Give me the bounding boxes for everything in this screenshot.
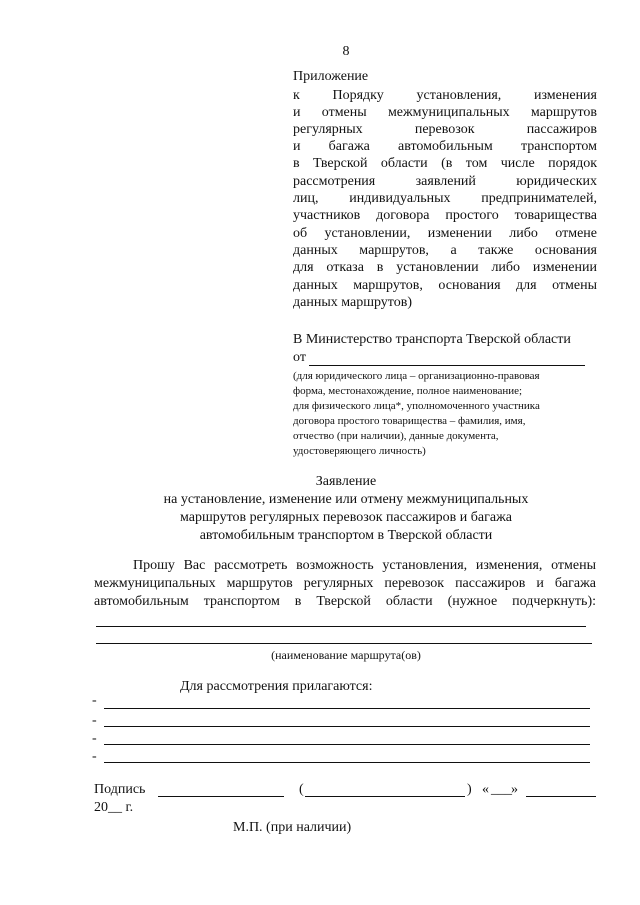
appendix-line: данных маршрутов, а также основания — [293, 243, 597, 258]
appendix-line: и багажа автомобильным транспортом — [293, 139, 597, 154]
date-quote-open: « — [482, 782, 489, 797]
appendix-title: Приложение — [293, 69, 369, 84]
attachment-bullet: - — [92, 693, 97, 708]
statement-subtitle: автомобильным транспортом в Тверской области — [199, 528, 493, 543]
appendix-line: лиц, индивидуальных предпринимателей, — [293, 191, 597, 206]
applicant-hint: отчество (при наличии), данные документа, — [293, 430, 499, 442]
applicant-hint: форма, местонахождение, полное наименование; — [293, 385, 523, 397]
route-name-caption: (наименование маршрута(ов) — [271, 648, 421, 662]
name-open-paren: ( — [299, 782, 304, 797]
route-name-line[interactable] — [96, 643, 592, 644]
appendix-line: к Порядку установления, изменения — [293, 88, 597, 103]
name-close-paren: ) — [467, 782, 472, 797]
statement-subtitle: на установление, изменение или отмену межмуниципальных — [163, 492, 529, 507]
signature-name-line[interactable] — [305, 796, 465, 797]
appendix-line: об установлении, изменении либо отмене — [293, 226, 597, 241]
applicant-hint: для физического лица*, уполномоченного участника — [293, 400, 540, 412]
request-text: автомобильным транспортом в Тверской области (нужное подчеркнуть): — [94, 594, 596, 609]
signature-line[interactable] — [158, 796, 284, 797]
attachment-bullet: - — [92, 731, 97, 746]
appendix-line: участников договора простого товарищества — [293, 208, 597, 223]
date-quote-close: » — [511, 782, 518, 797]
attachment-line[interactable] — [104, 726, 590, 727]
request-text: Прошу Вас рассмотреть возможность установления, изменения, отмены — [133, 558, 596, 573]
applicant-hint: договора простого товарищества – фамилия, имя, — [293, 415, 526, 427]
attachment-line[interactable] — [104, 744, 590, 745]
date-year: 20__ г. — [94, 800, 134, 815]
statement-title: Заявление — [315, 474, 377, 489]
appendix-line: рассмотрения заявлений юридических — [293, 174, 597, 189]
ministry-addressee: В Министерство транспорта Тверской области — [293, 332, 571, 347]
appendix-line: для отказа в установлении либо изменении — [293, 260, 597, 275]
date-day-blank[interactable]: ___ — [491, 782, 512, 797]
date-month-line[interactable] — [526, 796, 596, 797]
attachment-line[interactable] — [104, 708, 590, 709]
appendix-line: и отмены межмуниципальных маршрутов — [293, 105, 597, 120]
signature-label: Подпись — [94, 782, 146, 797]
applicant-hint: удостоверяющего личность) — [293, 445, 426, 457]
attachments-heading: Для рассмотрения прилагаются: — [180, 679, 373, 694]
from-field[interactable] — [293, 350, 585, 368]
request-text: межмуниципальных маршрутов регулярных перевозок пассажиров и багажа — [94, 576, 596, 591]
appendix-line: данных маршрутов) — [293, 295, 413, 310]
attachment-bullet: - — [92, 713, 97, 728]
page-number: 8 — [342, 44, 350, 59]
from-blank-line[interactable] — [309, 365, 585, 366]
appendix-line: в Тверской области (в том числе порядок — [293, 156, 597, 171]
route-name-line[interactable] — [96, 626, 586, 627]
stamp-placeholder: М.П. (при наличии) — [233, 820, 352, 835]
attachment-line[interactable] — [104, 762, 590, 763]
from-label: от — [293, 350, 306, 365]
signature-row — [94, 782, 596, 802]
attachment-bullet: - — [92, 749, 97, 764]
statement-subtitle: маршрутов регулярных перевозок пассажиров и багажа — [180, 510, 512, 525]
applicant-hint: (для юридического лица – организационно-правовая — [293, 370, 540, 382]
appendix-line: регулярных перевозок пассажиров — [293, 122, 597, 137]
appendix-line: данных маршрутов, основания для отмены — [293, 278, 597, 293]
